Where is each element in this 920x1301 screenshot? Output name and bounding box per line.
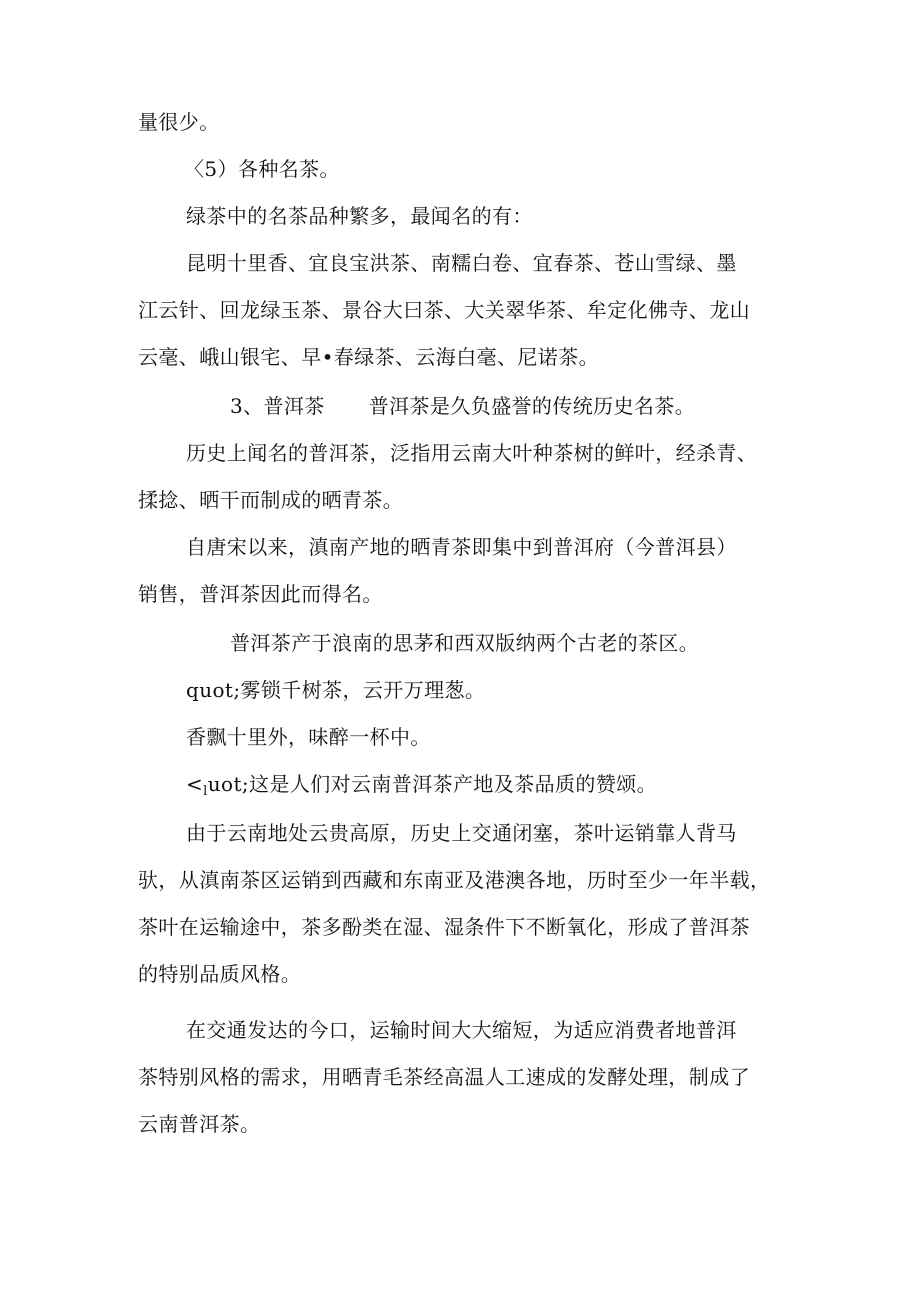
paragraph-line: 普洱茶产于浪南的思茅和西双版纳两个古老的茶区。 — [230, 631, 700, 655]
section-heading: 〈5）各种名茶。 — [184, 157, 340, 181]
paragraph-line: 昆明十里香、宜良宝洪茶、南糯白卷、宜春茶、苍山雪绿、墨 — [186, 251, 737, 275]
paragraph-line: 量很少。 — [138, 110, 220, 134]
paragraph-line: 云毫、峨山银宅、早•春绿茶、云海白毫、尼诺茶。 — [138, 345, 599, 369]
quote-text: uot;这是人们对云南普洱茶产地及茶品质的赞颂。 — [207, 772, 658, 796]
paragraph-line: 江云针、回龙绿玉茶、景谷大曰茶、大关翠华茶、牟定化佛寺、龙山 — [138, 298, 750, 322]
paragraph-line: 茶特别风格的需求，用晒青毛茶经高温人工速成的发酵处理，制成了 — [138, 1065, 750, 1089]
paragraph-line: 的特别品质风格。 — [138, 962, 302, 986]
section-heading: 3、普洱茶 — [230, 394, 325, 418]
paragraph-line — [186, 769, 657, 799]
paragraph-line: 自唐宋以来，滇南产地的晒青茶即集中到普洱府（今普洱县） — [186, 535, 737, 559]
paragraph-line: 历史上闻名的普洱茶，泛指用云南大叶种茶树的鲜叶，经杀青、 — [186, 441, 758, 465]
paragraph-line: 揉捻、晒干而制成的晒青茶。 — [138, 488, 404, 512]
paragraph-line: 在交通发达的今口，运输时间大大缩短，为适应消费者地普洱 — [186, 1018, 737, 1042]
paragraph-line: 驮，从滇南茶区运销到西藏和东南亚及港澳各地，历时至少一年半载， — [138, 868, 771, 892]
section-intro: 普洱茶是久负盛誉的传统历史名茶。 — [368, 394, 696, 418]
paragraph-line: 销售，普洱茶因此而得名。 — [138, 582, 383, 606]
section-heading-line — [230, 391, 695, 421]
paragraph-line: 香飘十里外，味醉一杯中。 — [186, 725, 431, 749]
paragraph-line: 绿茶中的名茶品种繁多，最闻名的有： — [186, 204, 533, 228]
paragraph-line: 云南普洱茶。 — [138, 1112, 261, 1136]
quote-mark: < — [186, 772, 204, 796]
paragraph-line: 由于云南地处云贵高原，历史上交通闭塞，茶叶运销靠人背马 — [186, 821, 737, 845]
paragraph-line: quot;雾锁千树茶，云开万理葱。 — [186, 678, 486, 702]
paragraph-line: 茶叶在运输途中，茶多酚类在湿、湿条件下不断氧化，形成了普洱茶 — [138, 915, 750, 939]
quote-subscript: l — [203, 784, 208, 799]
